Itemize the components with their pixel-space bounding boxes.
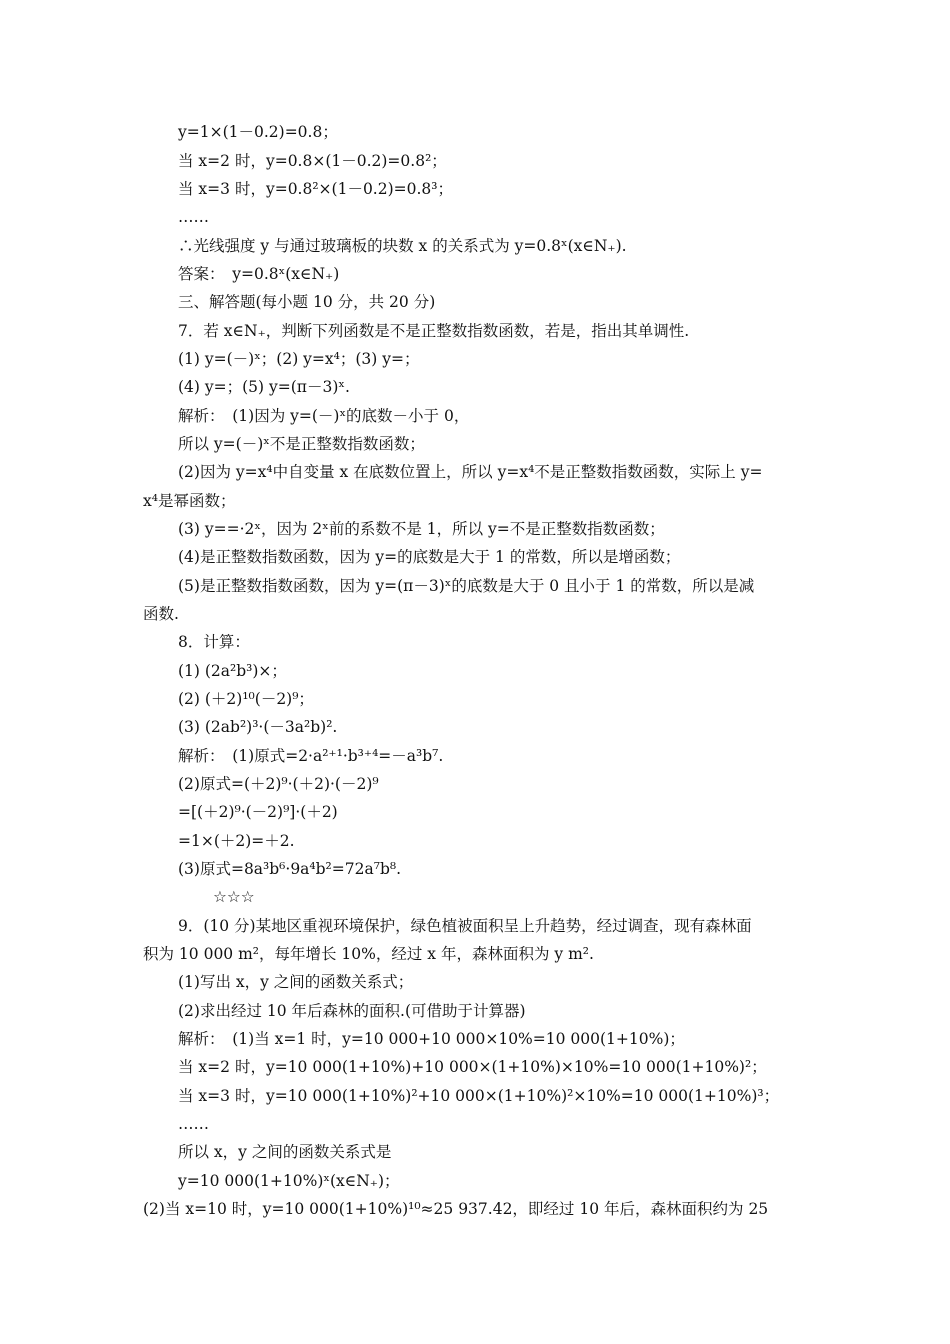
text-line: 当 x=3 时，y=0.8²×(1－0.2)=0.8³； — [178, 180, 453, 198]
text-line: (3)原式=8a³b⁶·9a⁴b²=72a⁷b⁸. — [178, 860, 402, 878]
text-line: 当 x=2 时，y=0.8×(1－0.2)=0.8²； — [178, 152, 447, 170]
section-heading: 三、解答题(每小题 10 分，共 20 分) — [178, 293, 436, 311]
answer-line: 答案： y=0.8ˣ(x∈N₊) — [178, 265, 340, 283]
question-9: 9．(10 分)某地区重视环境保护，绿色植被面积呈上升趋势，经过调查，现有森林面 — [178, 917, 752, 935]
text-line: (5)是正整数指数函数，因为 y=(π－3)ˣ的底数是大于 0 且小于 1 的常数，所以是减 — [178, 577, 755, 595]
text-line: (1) y=(－)ˣ；(2) y=x⁴；(3) y=； — [178, 350, 420, 368]
text-line: (4)是正整数指数函数，因为 y=的底数是大于 1 的常数，所以是增函数； — [178, 548, 681, 566]
text-line: (2)求出经过 10 年后森林的面积.(可借助于计算器) — [178, 1002, 526, 1020]
question-8: 8．计算： — [178, 633, 250, 651]
text-line: (3) y==·2ˣ，因为 2ˣ前的系数不是 1，所以 y=不是正整数指数函数； — [178, 520, 665, 538]
text-line: …… — [178, 1115, 209, 1133]
text-line: …… — [178, 208, 209, 226]
text-line: 当 x=2 时，y=10 000(1+10%)+10 000×(1+10%)×10%=10 000(1+10%)²； — [178, 1058, 767, 1076]
text-line: ∴光线强度 y 与通过玻璃板的块数 x 的关系式为 y=0.8ˣ(x∈N₊). — [178, 237, 627, 255]
text-line: (4) y=；(5) y=(π－3)ˣ. — [178, 378, 350, 396]
text-line: x⁴是幂函数； — [143, 492, 236, 510]
star-separator: ☆☆☆ — [213, 888, 255, 906]
text-line: (1)写出 x，y 之间的函数关系式； — [178, 973, 414, 991]
text-line: =1×(＋2)=＋2. — [178, 832, 295, 850]
question-7: 7．若 x∈N₊，判断下列函数是不是正整数指数函数，若是，指出其单调性. — [178, 322, 690, 340]
text-line: (1) (2a²b³)×； — [178, 662, 287, 680]
text-line: (2) (＋2)¹⁰(－2)⁹； — [178, 690, 314, 708]
text-line: y=1×(1－0.2)=0.8； — [178, 123, 338, 141]
text-line: 当 x=3 时，y=10 000(1+10%)²+10 000×(1+10%)²×10%=10 000(1+10%)³； — [178, 1087, 780, 1105]
solution-line: 解析： (1)原式=2·a²⁺¹·b³⁺⁴=－a³b⁷. — [178, 747, 444, 765]
text-line: (2)因为 y=x⁴中自变量 x 在底数位置上，所以 y=x⁴不是正整数指数函数，实际上 y= — [178, 463, 763, 481]
text-line: =[(＋2)⁹·(－2)⁹]·(＋2) — [178, 803, 338, 821]
text-line: (2)当 x=10 时，y=10 000(1+10%)¹⁰≈25 937.42，即经过 10 年后，森林面积约为 25 — [143, 1200, 769, 1218]
solution-line: 解析： (1)因为 y=(－)ˣ的底数－小于 0， — [178, 407, 470, 425]
text-line: 积为 10 000 m²，每年增长 10%，经过 x 年，森林面积为 y m². — [143, 945, 594, 963]
text-line: 所以 x，y 之间的函数关系式是 — [178, 1143, 392, 1161]
solution-line: 解析： (1)当 x=1 时，y=10 000+10 000×10%=10 000(1+10%)； — [178, 1030, 685, 1048]
text-line: (3) (2ab²)³·(－3a²b)². — [178, 718, 338, 736]
text-line: (2)原式=(＋2)⁹·(＋2)·(－2)⁹ — [178, 775, 379, 793]
text-line: 函数. — [143, 605, 179, 623]
text-line: y=10 000(1+10%)ˣ(x∈N₊)； — [178, 1172, 400, 1190]
text-line: 所以 y=(－)ˣ不是正整数指数函数； — [178, 435, 425, 453]
